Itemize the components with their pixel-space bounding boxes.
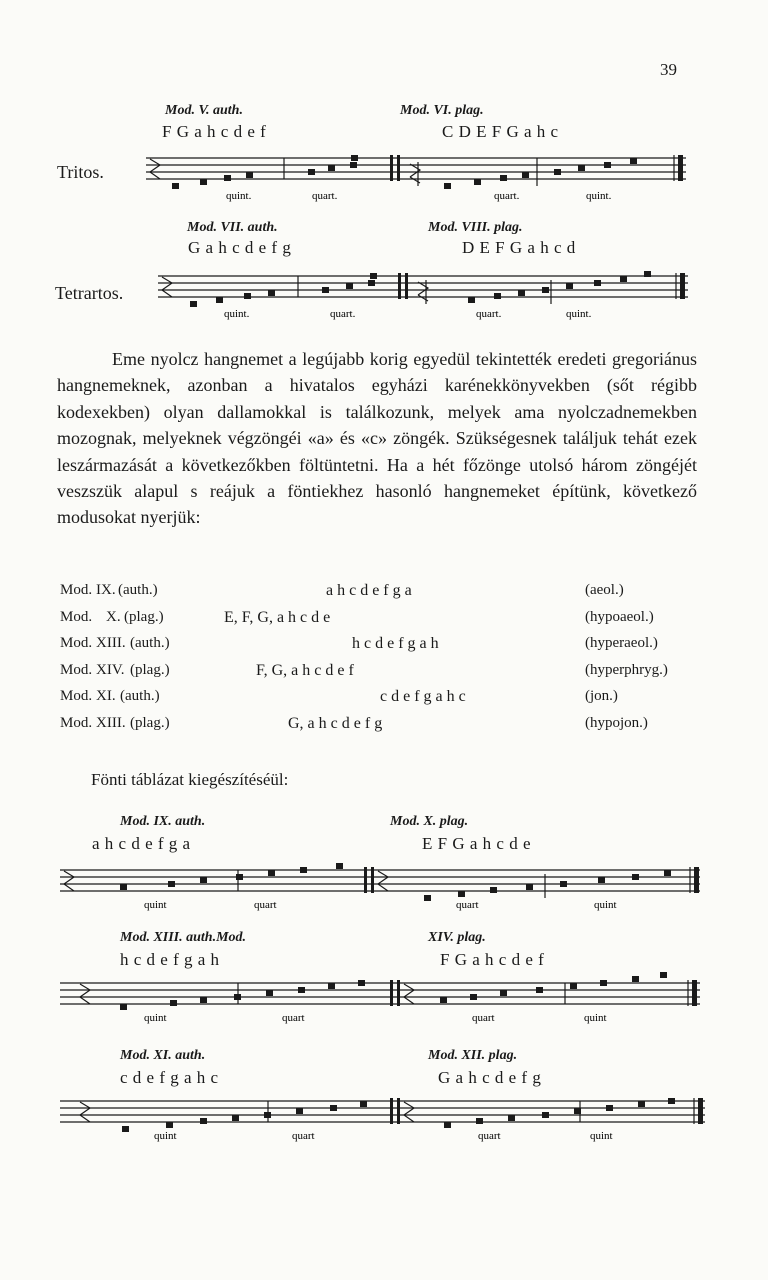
modes-table (60, 582, 710, 741)
staff-tetrartos (158, 268, 693, 328)
staff2-right-notes: F G a h c d e f (440, 950, 545, 969)
type-cell: (auth.) (118, 582, 158, 598)
table-row (60, 688, 710, 715)
tetrartos-right-notes: D E F G a h c d (462, 238, 576, 257)
name-cell: (hypojon.) (585, 714, 648, 731)
notes-cell: h c d e f g a h (352, 635, 439, 652)
tritos-right-notes: C D E F G a h c (442, 122, 559, 141)
tritos-quint-left: quint. (226, 190, 252, 202)
table-row (60, 609, 710, 636)
name-cell: (hypoaeol.) (585, 608, 654, 625)
tritos-left-notes: F G a h c d e f (162, 122, 267, 141)
tetrartos-left-mode: Mod. VII. auth. (187, 220, 278, 235)
notes-cell: F, G, a h c d e f (256, 661, 354, 679)
tetrartos-label: Tetrartos. (55, 283, 124, 303)
staff3-quart-right: quart (478, 1130, 501, 1142)
staff1-left-mode: Mod. IX. auth. (120, 814, 206, 829)
notes-cell: c d e f g a h c (380, 688, 466, 705)
staff1-quint-right: quint (594, 899, 617, 911)
num-cell: XIII. (96, 714, 126, 731)
mod-cell: Mod. (60, 714, 93, 731)
tritos-right-mode: Mod. VI. plag. (400, 103, 484, 118)
staff1-left-notes: a h c d e f g a (92, 834, 191, 853)
num-cell: X. (106, 608, 121, 625)
tetrartos-quart-right: quart. (476, 308, 502, 320)
table-row (60, 635, 710, 662)
table-row (60, 582, 710, 609)
type-cell: (plag.) (124, 608, 164, 625)
staff-2 (60, 975, 705, 1035)
tetrartos-left-notes: G a h c d e f g (188, 238, 292, 257)
notes-cell: E, F, G, a h c d e (224, 608, 331, 626)
staff-tritos (146, 150, 691, 210)
tritos-quint-right: quint. (586, 190, 612, 202)
staff3-right-notes: G a h c d e f g (438, 1068, 542, 1087)
num-cell: XI. (96, 688, 116, 704)
staff-3 (60, 1093, 710, 1153)
staff1-quart-left: quart (254, 899, 277, 911)
type-cell: (plag.) (130, 714, 170, 731)
tetrartos-quint-left: quint. (224, 308, 250, 320)
num-cell: XIII. (96, 635, 126, 651)
staff2-quart-left: quart (282, 1012, 305, 1024)
mod-cell: Mod. (60, 688, 93, 704)
staff-1 (60, 862, 705, 922)
page-number: 39 (660, 60, 677, 79)
mod-cell: Mod. (60, 582, 93, 598)
notes-cell: a h c d e f g a (326, 582, 412, 599)
paragraph-text: Eme nyolcz hangnemet a legújabb korig egyedül tekintették eredeti gregoriánus hangnemeknek, azonban a hivatalos egyházi karénekkönyvekben (sőt régibb kodexekben) olyan dallamokkal is találkozunk, melyek ama nyolczadnemekben mozognak, melyeknek végzöngéi «a» és «c» zöngék. Szükségesnek találjuk tehát ezek leszármazását a következőkben föltüntetni. Ha a hét főzönge utolsó három zöngéjét veszszük alapul s reájuk a föntiekhez hasonló hangnemeket építünk, következő modusokat nyerjük: (57, 349, 697, 528)
tritos-quart-left: quart. (312, 190, 338, 202)
tritos-label: Tritos. (57, 162, 104, 182)
num-cell: XIV. (96, 661, 125, 678)
staff1-right-mode: Mod. X. plag. (390, 814, 469, 829)
table-row (60, 715, 710, 742)
staff1-quint-left: quint (144, 899, 167, 911)
type-cell: (auth.) (130, 635, 170, 651)
staff3-quint-left: quint (154, 1130, 177, 1142)
staff3-quart-left: quart (292, 1130, 315, 1142)
name-cell: (jon.) (585, 688, 618, 704)
table-row (60, 662, 710, 689)
staff3-left-notes: c d e f g a h c (120, 1068, 219, 1087)
staff2-left-notes: h c d e f g a h (120, 950, 220, 969)
staff3-quint-right: quint (590, 1130, 613, 1142)
staff2-left-mode: Mod. XIII. auth.Mod. (120, 930, 247, 945)
table-subtitle: Fönti táblázat kiegészítéséül: (91, 770, 289, 789)
staff1-quart-right: quart (456, 899, 479, 911)
tetrartos-quart-left: quart. (330, 308, 356, 320)
notes-cell: G, a h c d e f g (288, 714, 383, 732)
body-paragraph (57, 346, 697, 531)
staff2-quint-left: quint (144, 1012, 167, 1024)
tetrartos-quint-right: quint. (566, 308, 592, 320)
tetrartos-right-mode: Mod. VIII. plag. (428, 220, 523, 235)
tritos-left-mode: Mod. V. auth. (165, 103, 243, 118)
type-cell: (plag.) (130, 661, 170, 678)
staff1-right-notes: E F G a h c d e (422, 834, 532, 853)
staff2-quart-right: quart (472, 1012, 495, 1024)
mod-cell: Mod. (60, 635, 93, 651)
staff3-left-mode: Mod. XI. auth. (120, 1048, 206, 1063)
tritos-quart-right: quart. (494, 190, 520, 202)
type-cell: (auth.) (120, 688, 160, 704)
name-cell: (hyperaeol.) (585, 635, 658, 651)
staff3-right-mode: Mod. XII. plag. (428, 1048, 518, 1063)
name-cell: (hyperphryg.) (585, 661, 668, 678)
mod-cell: Mod. (60, 608, 93, 625)
staff2-quint-right: quint (584, 1012, 607, 1024)
staff2-right-mode: XIV. plag. (428, 930, 486, 945)
mod-cell: Mod. (60, 661, 93, 678)
name-cell: (aeol.) (585, 582, 624, 598)
num-cell: IX. (96, 582, 116, 598)
